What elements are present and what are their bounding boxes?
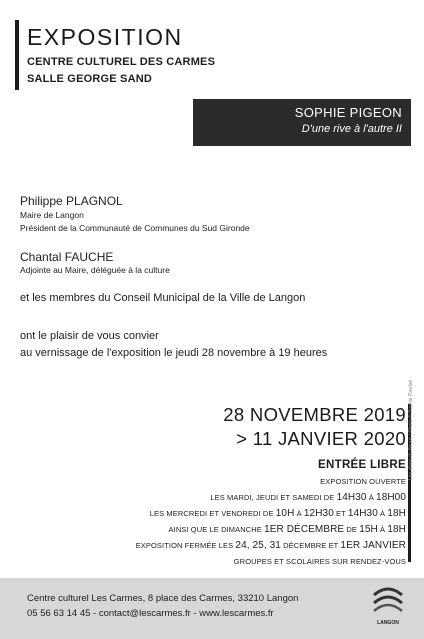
work-title: D'une rive à l'autre II <box>301 123 402 135</box>
host-role-2a: Adjointe au Maire, déléguée à la culture <box>20 265 170 275</box>
invitation-line-2: au vernissage de l'exposition le jeudi 28 novembre à 19 heures <box>20 347 328 359</box>
artist-name: SOPHIE PIGEON <box>294 105 402 120</box>
footer-address: Centre culturel Les Carmes, 8 place des Carmes, 33210 Langon <box>27 593 299 604</box>
host-name-1: Philippe PLAGNOL <box>20 194 123 208</box>
header-accent-bar <box>15 20 19 90</box>
entry-free: ENTRÉE LIBRE <box>318 459 406 471</box>
closed-dates-line: EXPOSITION FERMÉE LES 24, 25, 31 DÉCEMBRE ET 1ER JANVIER <box>135 540 406 551</box>
host-name-2: Chantal FAUCHE <box>20 250 114 264</box>
hours-line-1: LES MARDI, JEUDI ET SAMEDI DE 14H30 À 18H00 <box>210 492 406 503</box>
members-line: et les membres du Conseil Municipal de la Ville de Langon <box>20 292 306 304</box>
venue-line-2: SALLE GEORGE SAND <box>27 73 153 85</box>
host-role-1b: Président de la Communauté de Communes du Sud Gironde <box>20 223 250 233</box>
artist-box <box>193 99 411 146</box>
hours-line-2: LES MERCREDI ET VENDREDI DE 10H À 12H30 ET 14H30 À 18H <box>149 508 406 519</box>
host-role-1a: Maire de Langon <box>20 210 84 220</box>
date-start: 28 NOVEMBRE 2019 <box>223 404 406 425</box>
photo-credit: Les rêves du fleuve | Photo © Sophie Pawlak <box>408 379 414 480</box>
exposition-title: EXPOSITION <box>27 24 183 50</box>
date-end: > 11 JANVIER 2020 <box>236 428 406 449</box>
logo-wordmark: LANGON <box>377 620 399 626</box>
venue-line-1: CENTRE CULTUREL DES CARMES <box>27 56 216 68</box>
opening-heading: EXPOSITION OUVERTE <box>320 477 406 486</box>
groups-line: GROUPES ET SCOLAIRES SUR RENDEZ-VOUS <box>233 557 406 566</box>
footer-contact: 05 56 63 14 45 - contact@lescarmes.fr - www.lescarmes.fr <box>27 608 274 619</box>
langon-logo-icon <box>370 583 406 617</box>
hours-line-3: AINSI QUE LE DIMANCHE 1ER DÉCEMBRE DE 15H À 18H <box>168 524 406 535</box>
invitation-line-1: ont le plaisir de vous convier <box>20 330 159 342</box>
